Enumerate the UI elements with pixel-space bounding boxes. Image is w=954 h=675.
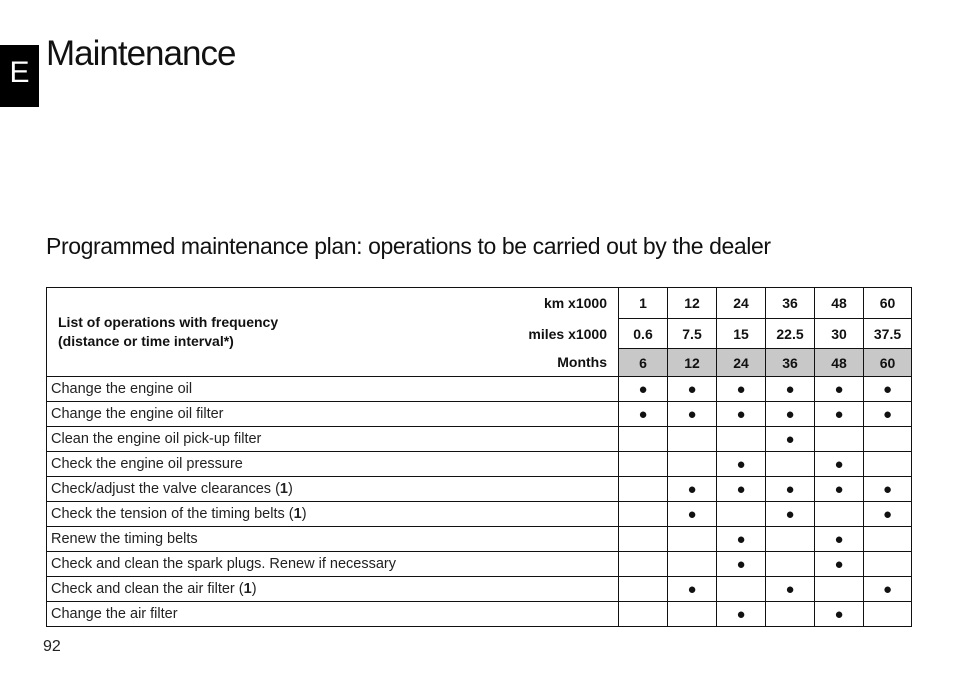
table-row <box>47 477 912 502</box>
km-value: 48 <box>815 288 864 319</box>
scheduled-dot: ● <box>815 377 864 402</box>
scheduled-dot: ● <box>668 577 717 602</box>
operation-label <box>47 527 619 552</box>
table-row <box>47 552 912 577</box>
scheduled-dot: ● <box>668 502 717 527</box>
scheduled-dot: ● <box>864 477 912 502</box>
miles-value: 37.5 <box>864 319 912 349</box>
maintenance-plan-table <box>46 287 912 627</box>
km-value: 60 <box>864 288 912 319</box>
km-value: 36 <box>766 288 815 319</box>
scheduled-dot: ● <box>815 402 864 427</box>
scheduled-dot: ● <box>717 552 766 577</box>
km-value: 12 <box>668 288 717 319</box>
unit-label-months: Months <box>517 349 619 377</box>
empty-cell <box>717 502 766 527</box>
empty-cell <box>864 602 912 627</box>
scheduled-dot: ● <box>815 552 864 577</box>
empty-cell <box>717 577 766 602</box>
scheduled-dot: ● <box>668 402 717 427</box>
table-row <box>47 377 912 402</box>
scheduled-dot: ● <box>864 402 912 427</box>
scheduled-dot: ● <box>864 502 912 527</box>
operation-note-ref: 1 <box>293 506 302 522</box>
operation-text: Change the engine oil <box>51 381 193 397</box>
empty-cell <box>766 527 815 552</box>
empty-cell <box>815 427 864 452</box>
operation-text: Change the engine oil filter <box>51 406 224 422</box>
table-row <box>47 452 912 477</box>
empty-cell <box>815 502 864 527</box>
empty-cell <box>717 427 766 452</box>
scheduled-dot: ● <box>717 527 766 552</box>
empty-cell <box>619 452 668 477</box>
scheduled-dot: ● <box>766 427 815 452</box>
miles-value: 15 <box>717 319 766 349</box>
operation-text-end: ) <box>251 581 257 597</box>
scheduled-dot: ● <box>864 377 912 402</box>
empty-cell <box>619 527 668 552</box>
months-value: 60 <box>864 349 912 377</box>
table-row <box>47 602 912 627</box>
scheduled-dot: ● <box>619 377 668 402</box>
operation-text: Change the air filter <box>51 606 178 622</box>
operation-label <box>47 452 619 477</box>
scheduled-dot: ● <box>717 477 766 502</box>
months-value: 48 <box>815 349 864 377</box>
empty-cell <box>766 452 815 477</box>
miles-value: 30 <box>815 319 864 349</box>
empty-cell <box>864 552 912 577</box>
months-value: 12 <box>668 349 717 377</box>
empty-cell <box>619 502 668 527</box>
table-row <box>47 402 912 427</box>
scheduled-dot: ● <box>717 602 766 627</box>
scheduled-dot: ● <box>717 377 766 402</box>
page-number: 92 <box>43 638 61 655</box>
unit-label-km: km x1000 <box>517 288 619 319</box>
operation-label <box>47 602 619 627</box>
empty-cell <box>815 577 864 602</box>
km-value: 24 <box>717 288 766 319</box>
operation-label <box>47 402 619 427</box>
scheduled-dot: ● <box>815 452 864 477</box>
operation-note-ref: 1 <box>279 481 288 497</box>
operation-label <box>47 502 619 527</box>
operation-text: Clean the engine oil pick-up filter <box>51 431 262 447</box>
table-row <box>47 527 912 552</box>
months-value: 24 <box>717 349 766 377</box>
scheduled-dot: ● <box>766 377 815 402</box>
section-title: Programmed maintenance plan: operations to be carried out by the dealer <box>46 233 771 259</box>
months-value: 36 <box>766 349 815 377</box>
miles-value: 22.5 <box>766 319 815 349</box>
empty-cell <box>668 527 717 552</box>
operation-label <box>47 552 619 577</box>
scheduled-dot: ● <box>717 402 766 427</box>
empty-cell <box>619 602 668 627</box>
operation-label <box>47 477 619 502</box>
operation-label <box>47 427 619 452</box>
scheduled-dot: ● <box>717 452 766 477</box>
page-title: Maintenance <box>46 34 236 73</box>
empty-cell <box>766 602 815 627</box>
operation-text: Check and clean the spark plugs. Renew if necessary <box>51 556 396 572</box>
scheduled-dot: ● <box>766 402 815 427</box>
scheduled-dot: ● <box>766 477 815 502</box>
table-row <box>47 427 912 452</box>
empty-cell <box>668 552 717 577</box>
operation-text: Check/adjust the valve clearances ( <box>51 481 280 497</box>
operation-note-ref: 1 <box>243 581 252 597</box>
table-row <box>47 502 912 527</box>
operation-label <box>47 577 619 602</box>
empty-cell <box>619 477 668 502</box>
scheduled-dot: ● <box>668 477 717 502</box>
empty-cell <box>619 427 668 452</box>
operation-text-end: ) <box>287 481 293 497</box>
empty-cell <box>619 552 668 577</box>
scheduled-dot: ● <box>864 577 912 602</box>
operation-text: Renew the timing belts <box>51 531 198 547</box>
header-label-line2: (distance or time interval*) <box>58 333 234 349</box>
operation-label <box>47 377 619 402</box>
scheduled-dot: ● <box>815 602 864 627</box>
empty-cell <box>864 427 912 452</box>
km-value: 1 <box>619 288 668 319</box>
miles-value: 0.6 <box>619 319 668 349</box>
operation-text: Check and clean the air filter ( <box>51 581 244 597</box>
empty-cell <box>864 527 912 552</box>
empty-cell <box>766 552 815 577</box>
empty-cell <box>864 452 912 477</box>
scheduled-dot: ● <box>766 577 815 602</box>
empty-cell <box>668 427 717 452</box>
header-row-km <box>47 288 912 319</box>
scheduled-dot: ● <box>815 527 864 552</box>
operation-text: Check the engine oil pressure <box>51 456 243 472</box>
scheduled-dot: ● <box>619 402 668 427</box>
table-row <box>47 577 912 602</box>
months-value: 6 <box>619 349 668 377</box>
scheduled-dot: ● <box>815 477 864 502</box>
operation-text: Check the tension of the timing belts ( <box>51 506 294 522</box>
scheduled-dot: ● <box>668 377 717 402</box>
language-tab: E <box>0 45 39 107</box>
table-header-label <box>47 288 517 377</box>
unit-label-miles: miles x1000 <box>517 319 619 349</box>
operation-text-end: ) <box>301 506 307 522</box>
miles-value: 7.5 <box>668 319 717 349</box>
scheduled-dot: ● <box>766 502 815 527</box>
empty-cell <box>668 452 717 477</box>
empty-cell <box>619 577 668 602</box>
header-label-line1: List of operations with frequency <box>58 314 279 330</box>
empty-cell <box>668 602 717 627</box>
